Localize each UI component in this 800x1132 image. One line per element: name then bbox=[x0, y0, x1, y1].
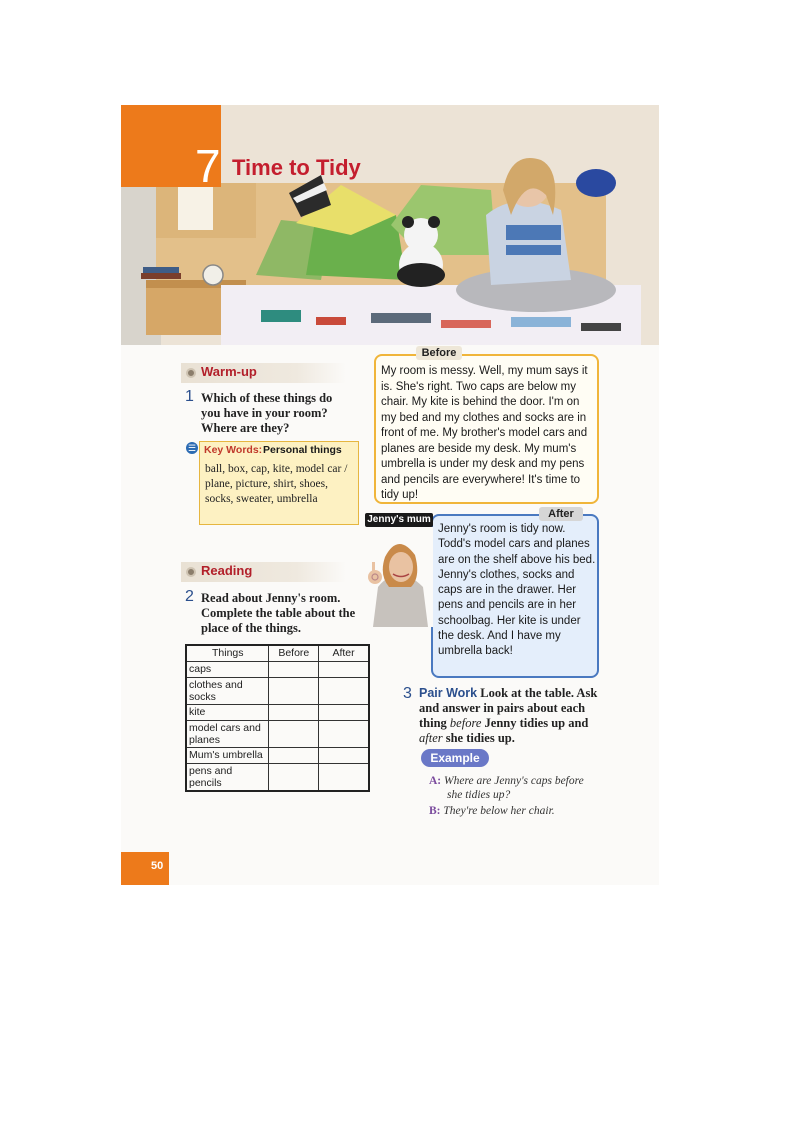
table-cell-thing: pens and pencils bbox=[186, 763, 269, 791]
before-text-box bbox=[374, 354, 599, 504]
unit-title: Time to Tidy bbox=[232, 155, 361, 180]
table-cell-thing: caps bbox=[186, 661, 269, 677]
table-row bbox=[186, 661, 369, 677]
reading-title: Reading bbox=[201, 563, 253, 578]
mum-photo bbox=[363, 527, 433, 627]
textbook-page bbox=[121, 105, 659, 885]
before-text: My room is messy. Well, my mum says it is. She's right. Two caps are below my chair. My kite is behind the door. I'm on my bed and my clothes and socks are in front of me. My brother's model cars and planes are beside my desk. My mum's umbrella is under my desk and my pens and pencils are everywhere! It's time to tidy up! bbox=[381, 365, 588, 501]
speaker-a: A: bbox=[429, 775, 442, 787]
table-cell-before[interactable] bbox=[269, 704, 319, 720]
section-bullet-icon bbox=[186, 368, 196, 378]
things-table bbox=[185, 644, 370, 792]
table-cell-before[interactable] bbox=[269, 747, 319, 763]
pair-work-after-word: after bbox=[419, 731, 443, 745]
pair-work-instruction: she tidies up. bbox=[445, 731, 515, 745]
table-row bbox=[186, 763, 369, 791]
example-badge: Example bbox=[421, 749, 489, 767]
section-bullet-icon bbox=[186, 567, 196, 577]
table-cell-thing: Mum's umbrella bbox=[186, 747, 269, 763]
warmup-title: Warm-up bbox=[201, 364, 257, 379]
warmup-task-line: Which of these things do bbox=[201, 391, 333, 405]
reading-task-line: Complete the table about the bbox=[201, 606, 356, 620]
pair-work-instruction: Look at the table. Ask and answer in pairs about each thing bbox=[419, 686, 598, 730]
pair-work-before-word: before bbox=[449, 716, 482, 730]
table-header: After bbox=[319, 645, 369, 661]
task-number-2: 2 bbox=[185, 588, 194, 605]
after-text: Jenny's room is tidy now. Todd's model cars and planes are on the shelf above his bed. Jenny's clothes, socks and caps are in the drawer. Her pens and pencils are in her schoolbag. Her kite is under the desk. And I have my umbrella back! bbox=[438, 523, 596, 658]
reading-task-line: Read about Jenny's room. bbox=[201, 591, 341, 605]
table-cell-after[interactable] bbox=[319, 677, 369, 704]
table-row bbox=[186, 677, 369, 704]
table-cell-after[interactable] bbox=[319, 661, 369, 677]
after-label: After bbox=[539, 507, 583, 521]
dialogue-b-line: They're below her chair. bbox=[443, 805, 555, 817]
page-number: 50 bbox=[151, 860, 164, 872]
key-words-label: Key Words: bbox=[204, 444, 263, 456]
table-row bbox=[186, 747, 369, 763]
table-cell-before[interactable] bbox=[269, 720, 319, 747]
table-header: Before bbox=[269, 645, 319, 661]
after-text-box bbox=[431, 514, 599, 678]
table-cell-before[interactable] bbox=[269, 661, 319, 677]
pair-work-lead: Pair Work bbox=[419, 686, 478, 700]
table-row bbox=[186, 704, 369, 720]
reading-task-line: place of the things. bbox=[201, 621, 301, 635]
table-cell-after[interactable] bbox=[319, 747, 369, 763]
reading-task-text bbox=[201, 591, 355, 636]
pair-work-text bbox=[419, 686, 609, 746]
table-header-row bbox=[186, 645, 369, 661]
bedroom-photo bbox=[121, 105, 659, 345]
table-cell-thing: model cars and planes bbox=[186, 720, 269, 747]
reading-section-header bbox=[181, 562, 346, 582]
warmup-task-text bbox=[201, 391, 332, 436]
warmup-task-line: Where are they? bbox=[201, 421, 290, 435]
table-cell-thing: kite bbox=[186, 704, 269, 720]
speaker-b: B: bbox=[429, 805, 441, 817]
key-words-list: ball, box, cap, kite, model car / plane, picture, shirt, shoes, socks, sweater, umbrella bbox=[205, 463, 348, 505]
info-icon: ☰ bbox=[187, 443, 197, 453]
table-row bbox=[186, 720, 369, 747]
dialogue-a-cont: she tidies up? bbox=[447, 789, 511, 801]
key-words-topic: Personal things bbox=[263, 444, 342, 456]
table-header: Things bbox=[186, 645, 269, 661]
speaker-label: Jenny's mum bbox=[365, 513, 433, 527]
table-cell-before[interactable] bbox=[269, 763, 319, 791]
page-number-box bbox=[121, 852, 169, 885]
dialogue-a bbox=[429, 774, 584, 788]
table-cell-after[interactable] bbox=[319, 763, 369, 791]
task-number-3: 3 bbox=[403, 685, 412, 702]
table-cell-thing: clothes and socks bbox=[186, 677, 269, 704]
unit-number: 7 bbox=[195, 140, 221, 192]
table-cell-before[interactable] bbox=[269, 677, 319, 704]
pair-work-instruction: Jenny tidies up and bbox=[484, 716, 589, 730]
before-label: Before bbox=[416, 346, 462, 360]
warmup-task-line: you have in your room? bbox=[201, 406, 328, 420]
dialogue-a-line: Where are Jenny's caps before bbox=[444, 775, 584, 787]
table-cell-after[interactable] bbox=[319, 720, 369, 747]
warmup-section-header bbox=[181, 363, 346, 383]
key-words-box bbox=[187, 441, 359, 525]
table-cell-after[interactable] bbox=[319, 704, 369, 720]
task-number-1: 1 bbox=[185, 388, 194, 405]
dialogue-b bbox=[429, 804, 555, 818]
